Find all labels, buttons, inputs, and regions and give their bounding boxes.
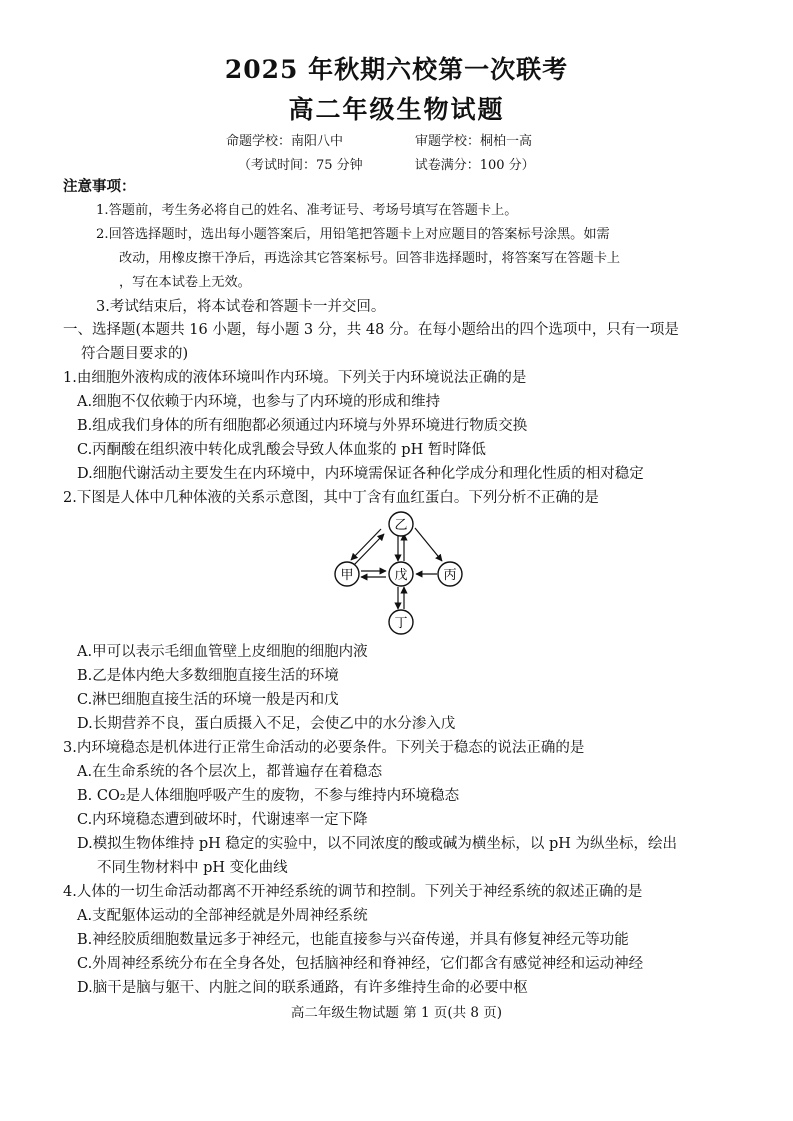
- school-info: [226, 130, 532, 149]
- proposer-school: 命题学校：南阳八中: [226, 134, 344, 149]
- notes-item-2-line-3: ，写在本试卷上无效。: [119, 275, 251, 290]
- arrow-yi-to-bing: [415, 528, 442, 561]
- section-heading-line-2: 符合题目要求的): [81, 346, 189, 362]
- exam-time: （考试时间：75 分钟: [238, 158, 363, 173]
- full-score: 试卷满分：100 分）: [414, 158, 535, 173]
- notes-heading: 注意事项：: [63, 178, 136, 195]
- exam-subtitle: 高二年级生物试题: [288, 95, 505, 124]
- exam-info: [238, 154, 535, 173]
- notes-item-2-line-1: 2.回答选择题时，选出每小题答案后，用铅笔把答题卡上对应题目的答案标号涂黑。如需: [96, 227, 610, 242]
- q1-stem: 1.由细胞外液构成的液体环境叫作内环境。下列关于内环境说法正确的是: [63, 370, 527, 386]
- q3-option-d-line-2: 不同生物材料中 pH 变化曲线: [97, 860, 288, 876]
- node-ding-label: 丁: [394, 616, 408, 631]
- notes-item-1: 1.答题前，考生务必将自己的姓名、准考证号、考场号填写在答题卡上。: [96, 203, 518, 218]
- q1-option-d: D.细胞代谢活动主要发生在内环境中，内环境需保证各种化学成分和理化性质的相对稳定: [77, 466, 644, 482]
- notes-item-3: 3.考试结束后，将本试卷和答题卡一并交回。: [96, 299, 386, 315]
- q3-option-c: C.内环境稳态遭到破坏时，代谢速率一定下降: [77, 812, 368, 828]
- q1-option-a: A.细胞不仅依赖于内环境，也参与了内环境的形成和维持: [77, 394, 441, 410]
- q1-option-b: B.组成我们身体的所有细胞都必须通过内环境与外界环境进行物质交换: [77, 418, 528, 434]
- q4-option-c: C.外周神经系统分布在全身各处，包括脑神经和脊神经，它们都含有感觉神经和运动神经: [77, 956, 644, 972]
- q4-option-b: B.神经胶质细胞数量远多于神经元，也能直接参与兴奋传递，并具有修复神经元等功能: [77, 932, 629, 948]
- arrow-jia-to-yi: [353, 534, 384, 566]
- node-jia-label: 甲: [340, 568, 354, 583]
- body-fluid-diagram: [325, 510, 475, 640]
- node-wu-label: 戊: [394, 568, 408, 583]
- q2-option-b: B.乙是体内绝大多数细胞直接生活的环境: [77, 668, 339, 684]
- q1-option-c: C.丙酮酸在组织液中转化成乳酸会导致人体血浆的 pH 暂时降低: [77, 442, 486, 458]
- q2-option-d: D.长期营养不良，蛋白质摄入不足，会使乙中的水分渗入戊: [77, 716, 456, 732]
- q2-option-c: C.淋巴细胞直接生活的环境一般是丙和戊: [77, 692, 339, 708]
- section-heading-line-1: 一、选择题(本题共 16 小题，每小题 3 分，共 48 分。在每小题给出的四个选项中，只有一项是: [63, 322, 679, 338]
- node-bing-label: 丙: [443, 568, 457, 583]
- q4-option-a: A.支配躯体运动的全部神经就是外周神经系统: [77, 908, 368, 924]
- q3-option-b: B. CO₂是人体细胞呼吸产生的废物，不参与维持内环境稳态: [77, 788, 460, 804]
- q2-option-a: A.甲可以表示毛细血管壁上皮细胞的细胞内液: [77, 644, 368, 660]
- q3-option-d-line-1: D.模拟生物体维持 pH 稳定的实验中，以不同浓度的酸或碱为横坐标，以 pH 为纵坐标，绘出: [77, 836, 678, 852]
- q2-stem: 2.下图是人体中几种体液的关系示意图，其中丁含有血红蛋白。下列分析不正确的是: [63, 490, 599, 506]
- page-footer: 高二年级生物试题 第 1 页(共 8 页): [290, 1005, 503, 1021]
- node-yi-label: 乙: [394, 518, 408, 533]
- q4-option-d: D.脑干是脑与躯干、内脏之间的联系通路，有许多维持生命的必要中枢: [77, 980, 528, 996]
- q4-stem: 4.人体的一切生命活动都离不开神经系统的调节和控制。下列关于神经系统的叙述正确的是: [63, 884, 643, 900]
- reviewer-school: 审题学校：桐柏一高: [415, 134, 533, 149]
- exam-title: 2025 年秋期六校第一次联考: [224, 55, 569, 84]
- notes-item-2-line-2: 改动，用橡皮擦干净后，再选涂其它答案标号。回答非选择题时，将答案写在答题卡上: [119, 251, 621, 266]
- arrow-yi-to-jia: [351, 529, 381, 560]
- q3-option-a: A.在生命系统的各个层次上，都普遍存在着稳态: [77, 764, 383, 780]
- q3-stem: 3.内环境稳态是机体进行正常生命活动的必要条件。下列关于稳态的说法正确的是: [63, 740, 585, 756]
